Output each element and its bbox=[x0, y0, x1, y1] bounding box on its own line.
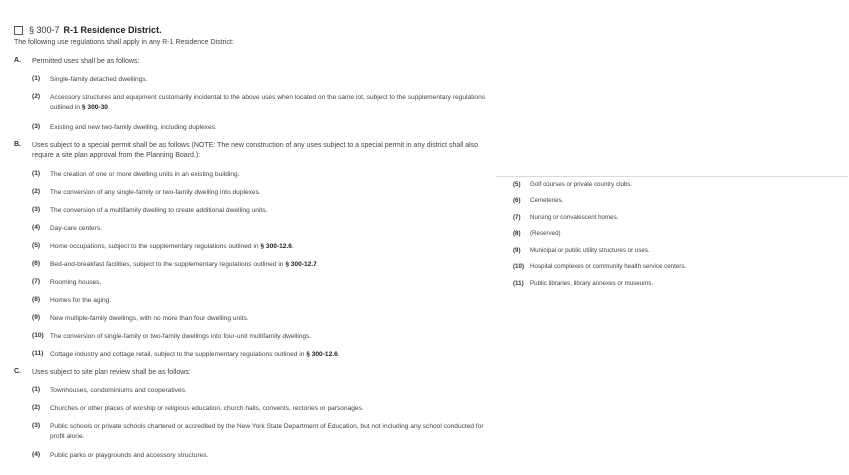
item-number: (10) bbox=[32, 332, 44, 339]
list-item bbox=[513, 181, 632, 188]
item-text: Cottage industry and cottage retail, subject to the supplementary regulations outlined in § 300-12.6. bbox=[50, 351, 340, 358]
list-item bbox=[513, 197, 563, 204]
item-text: Cemeteries. bbox=[530, 197, 564, 204]
list-item bbox=[32, 206, 486, 216]
section-heading: Permitted uses shall be as follows: bbox=[32, 58, 140, 65]
item-text: The creation of one or more dwelling units in an existing building. bbox=[50, 171, 240, 178]
list-item bbox=[32, 242, 486, 252]
item-text: Single-family detached dwellings. bbox=[50, 76, 148, 83]
item-number: (11) bbox=[32, 350, 44, 357]
item-text: Churches or other places of worship or religious education, church halls, convents, rectories or parsonages. bbox=[50, 405, 364, 412]
item-number: (10) bbox=[513, 263, 525, 270]
section-c bbox=[14, 368, 487, 378]
list-item bbox=[513, 230, 561, 237]
list-item bbox=[513, 214, 618, 221]
regulation-link[interactable]: § 300-12.7 bbox=[285, 261, 317, 268]
regulation-link[interactable]: § 300-12.6 bbox=[260, 243, 292, 250]
item-text: The conversion of a multifamily dwelling to create additional dwelling units. bbox=[50, 207, 268, 214]
section-heading: Uses subject to a special permit shall be as follows (NOTE: The new construction of any uses subject to a special permit in any district shall also require a site plan approval from the Planning Board.): bbox=[32, 142, 479, 159]
section-letter: A. bbox=[14, 57, 21, 64]
list-item bbox=[32, 278, 486, 288]
list-item bbox=[32, 296, 486, 306]
section-letter: B. bbox=[14, 141, 21, 148]
section-a bbox=[14, 57, 487, 67]
item-number: (1) bbox=[32, 75, 41, 82]
item-number: (2) bbox=[32, 93, 41, 100]
item-number: (6) bbox=[513, 197, 521, 204]
section-number: § 300-7 bbox=[29, 25, 60, 35]
item-text: The conversion of any single-family or two-family dwelling into duplexes. bbox=[50, 189, 261, 196]
item-number: (7) bbox=[513, 214, 521, 221]
list-item bbox=[32, 75, 486, 85]
item-number: (3) bbox=[32, 206, 41, 213]
list-item bbox=[32, 314, 486, 324]
item-number: (4) bbox=[32, 451, 41, 458]
list-item bbox=[513, 247, 650, 254]
item-text: Public libraries, library annexes or museums. bbox=[530, 280, 654, 287]
item-number: (8) bbox=[513, 230, 521, 237]
section-title: R-1 Residence District. bbox=[63, 25, 162, 35]
item-number: (9) bbox=[513, 247, 521, 254]
list-item bbox=[32, 386, 486, 396]
item-number: (4) bbox=[32, 224, 41, 231]
item-text: Bed-and-breakfast facilities, subject to the supplementary regulations outlined in § 300-12.7. bbox=[50, 261, 319, 268]
list-item bbox=[32, 260, 486, 270]
item-text: Nursing or convalescent homes. bbox=[530, 214, 619, 221]
item-text: Home occupations, subject to the supplementary regulations outlined in § 300-12.6. bbox=[50, 243, 294, 250]
section-b bbox=[14, 141, 487, 161]
section-title-row bbox=[14, 25, 162, 35]
item-text: Rooming houses. bbox=[50, 279, 102, 286]
item-text: Public parks or playgrounds and accessory structures. bbox=[50, 452, 209, 459]
item-number: (1) bbox=[32, 386, 41, 393]
item-text: Day-care centers. bbox=[50, 225, 103, 232]
item-number: (9) bbox=[32, 314, 41, 321]
intro-text: The following use regulations shall apply in any R-1 Residence District: bbox=[14, 39, 234, 46]
item-number: (2) bbox=[32, 404, 41, 411]
item-number: (5) bbox=[32, 242, 41, 249]
item-text: Municipal or public utility structures or uses. bbox=[530, 247, 650, 254]
list-item bbox=[32, 422, 486, 442]
list-item bbox=[32, 224, 486, 234]
item-number: (2) bbox=[32, 188, 41, 195]
item-text: Existing and new two-family dwelling, including duplexes. bbox=[50, 124, 217, 131]
item-text: Accessory structures and equipment customarily incidental to the above uses when located on the same lot, subject to the supplementary regulations outlined in § 300-30. bbox=[50, 94, 486, 111]
list-item bbox=[32, 404, 486, 414]
regulation-link[interactable]: § 300-12.6 bbox=[306, 351, 338, 358]
item-text: The conversion of single-family or two-family dwellings into four-unit multifamily dwellings. bbox=[50, 333, 312, 340]
item-number: (11) bbox=[513, 280, 524, 287]
item-text: (Reserved) bbox=[530, 230, 561, 237]
item-text: Golf courses or private country clubs. bbox=[530, 181, 633, 188]
item-number: (8) bbox=[32, 296, 41, 303]
regulation-link[interactable]: § 300-30 bbox=[81, 104, 108, 111]
item-number: (3) bbox=[32, 123, 41, 130]
list-item bbox=[32, 332, 486, 342]
section-heading: Uses subject to site plan review shall be as follows: bbox=[32, 369, 191, 376]
list-item bbox=[513, 263, 686, 270]
item-number: (7) bbox=[32, 278, 41, 285]
select-checkbox[interactable] bbox=[14, 26, 23, 35]
item-text: New multiple-family dwellings, with no more than four dwelling units. bbox=[50, 315, 249, 322]
item-number: (1) bbox=[32, 170, 41, 177]
item-number: (3) bbox=[32, 422, 41, 429]
list-item bbox=[32, 123, 486, 133]
item-number: (6) bbox=[32, 260, 41, 267]
list-item bbox=[32, 350, 486, 360]
list-item bbox=[513, 280, 653, 287]
list-item bbox=[32, 170, 486, 180]
item-number: (5) bbox=[513, 181, 521, 188]
section-letter: C. bbox=[14, 368, 21, 375]
list-item bbox=[32, 188, 486, 198]
item-text: Public schools or private schools chartered or accredited by the New York State Department of Education, but not including any school conducted for profit alone. bbox=[50, 423, 484, 440]
item-text: Townhouses, condominiums and cooperatives. bbox=[50, 387, 187, 394]
list-item bbox=[32, 93, 486, 113]
item-text: Homes for the aging. bbox=[50, 297, 112, 304]
list-item bbox=[32, 451, 486, 461]
item-text: Hospital complexes or community health service centers. bbox=[530, 263, 687, 270]
column-divider bbox=[496, 176, 848, 177]
